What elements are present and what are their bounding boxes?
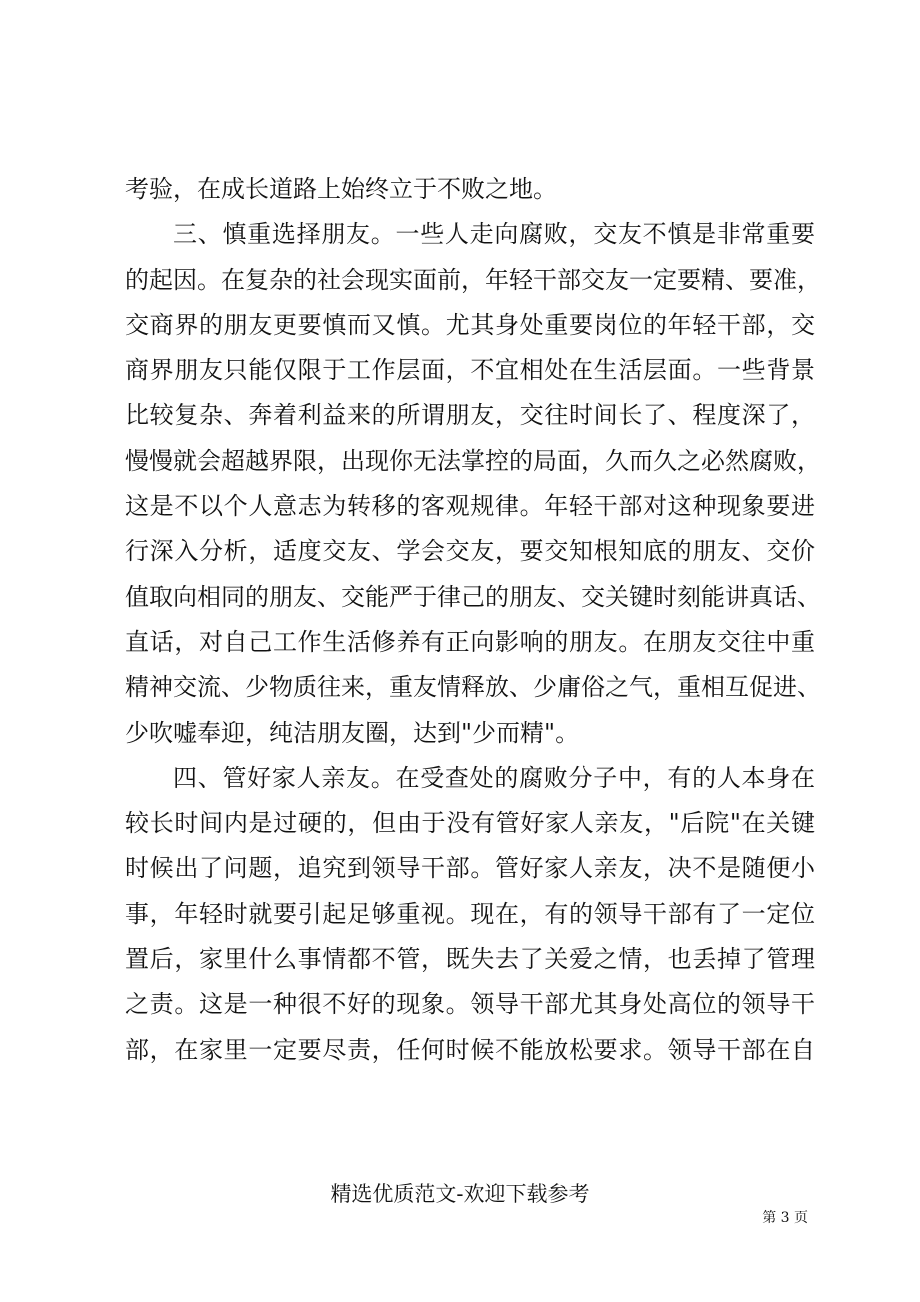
text-line: 值取向相同的朋友、交能严于律己的朋友、交关键时刻能讲真话、 — [125, 582, 821, 611]
text-line: 少吹嘘奉迎，纯洁朋友圈，达到"少而精"。 — [125, 718, 580, 747]
text-line: 之责。这是一种很不好的现象。领导干部尤其身处高位的领导干 — [125, 990, 815, 1019]
text-line: 事，年轻时就要引起足够重视。现在，有的领导干部有了一定位 — [125, 899, 815, 928]
text-line: 部，在家里一定要尽责，任何时候不能放松要求。领导干部在自 — [125, 1035, 815, 1064]
text-line: 精神交流、少物质往来，重友情释放、少庸俗之气，重相互促进、 — [125, 673, 821, 702]
text-line: 交商界的朋友更要慎而又慎。尤其身处重要岗位的年轻干部，交 — [125, 310, 815, 339]
text-line: 这是不以个人意志为转移的客观规律。年轻干部对这种现象要进 — [125, 492, 815, 521]
text-line: 慢慢就会超越界限，出现你无法掌控的局面，久而久之必然腐败， — [125, 446, 821, 475]
text-line: 时候出了问题，追究到领导干部。管好家人亲友，决不是随便小 — [125, 854, 815, 883]
text-line: 商界朋友只能仅限于工作层面，不宜相处在生活层面。一些背景 — [125, 356, 815, 385]
text-line: 较长时间内是过硬的，但由于没有管好家人亲友，"后院"在关键 — [125, 809, 815, 838]
footer-text: 精选优质范文-欢迎下载参考 — [330, 1182, 590, 1206]
text-line: 置后，家里什么事情都不管，既失去了关爱之情，也丢掉了管理 — [125, 945, 815, 974]
page-number: 第 3 页 — [762, 1210, 808, 1226]
text-line: 比较复杂、奔着利益来的所谓朋友，交往时间长了、程度深了， — [125, 401, 815, 430]
text-line: 三、慎重选择朋友。一些人走向腐败，交友不慎是非常重要 — [173, 220, 815, 249]
text-line: 直话，对自己工作生活修养有正向影响的朋友。在朋友交往中重 — [125, 627, 815, 656]
text-line: 行深入分析，适度交友、学会交友，要交知根知底的朋友、交价 — [125, 537, 815, 566]
text-line: 四、管好家人亲友。在受查处的腐败分子中，有的人本身在 — [173, 763, 815, 792]
text-line: 的起因。在复杂的社会现实面前，年轻干部交友一定要精、要准， — [125, 265, 821, 294]
text-line: 考验，在成长道路上始终立于不败之地。 — [125, 175, 557, 203]
body-text — [125, 167, 821, 1073]
